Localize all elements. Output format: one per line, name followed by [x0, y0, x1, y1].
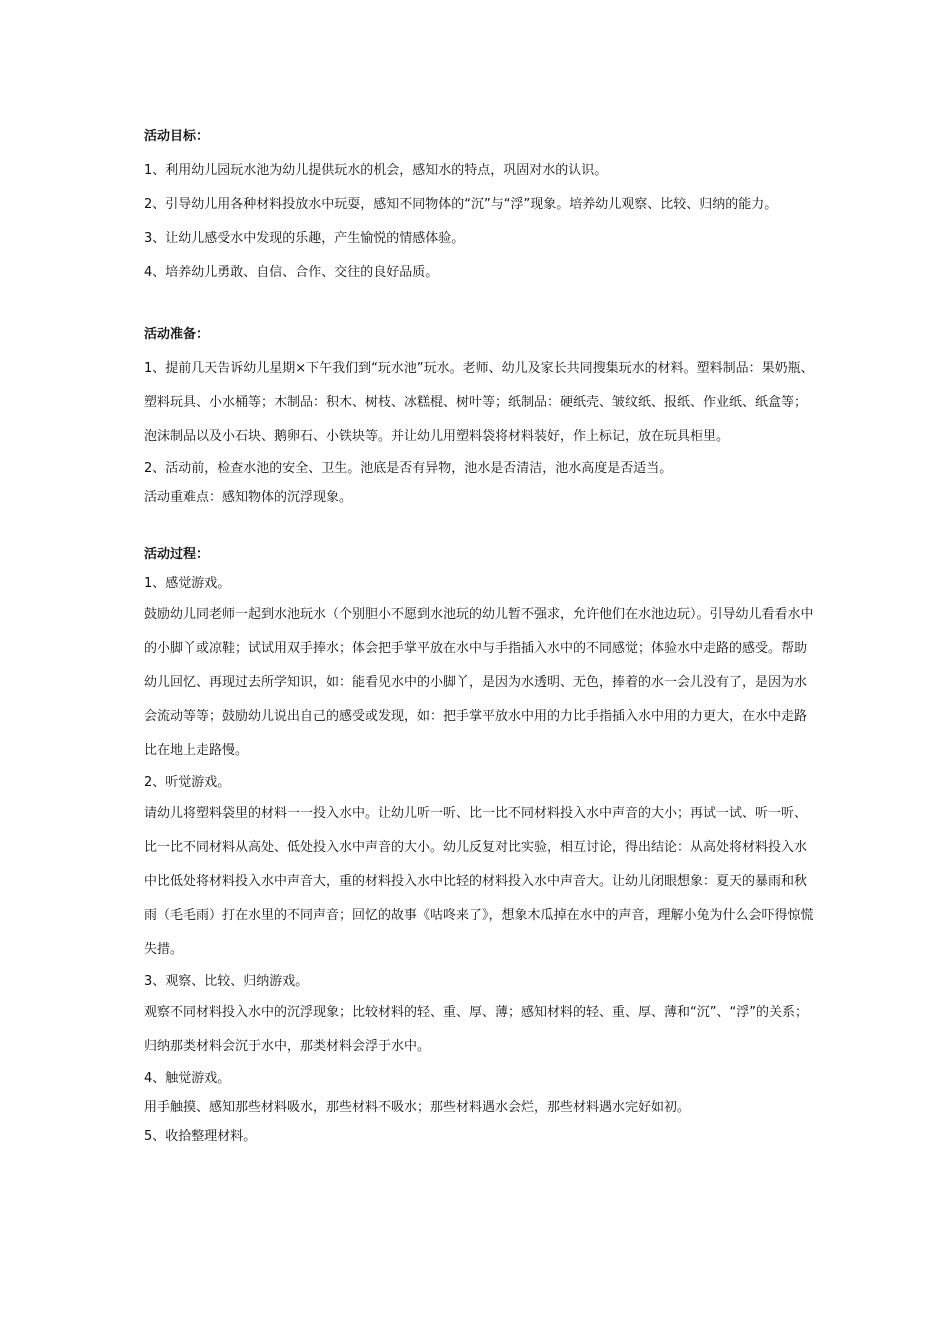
step-text: 观察不同材料投入水中的沉浮现象；比较材料的轻、重、厚、薄；感知材料的轻、重、厚、薄和“沉”、“浮”的关系；归纳那类材料会沉于水中，那类材料会浮于水中。 [144, 1005, 808, 1054]
key-point: 活动重难点：感知物体的沉浮现象。 [144, 490, 353, 505]
step-text: 鼓励幼儿同老师一起到水池玩水（个别胆小不愿到水池玩的幼儿暂不强求，允许他们在水池边玩）。引导幼儿看看水中的小脚丫或凉鞋；试试用双手捧水；体会把手掌平放在水中与手指插入水中的不同感觉；体验水中走路的感受。帮助幼儿回忆、再现过去所学知识，如：能看见水中的小脚丫，是因为水透明、无色，捧着的水一会儿没有了，是因为水会流动等等；鼓励幼儿说出自己的感受或发现，如：把手掌平放水中用的力比手指插入水中用的力更大，在水中走路比在地上走路慢。 [144, 607, 814, 758]
step-title: 4、触觉游戏。 [144, 1071, 231, 1086]
step-title: 2、听觉游戏。 [144, 775, 231, 790]
prep-heading: 活动准备： [144, 327, 210, 342]
goal-item: 4、培养幼儿勇敢、自信、合作、交往的良好品质。 [144, 265, 439, 280]
step-text: 用手触摸、感知那些材料吸水，那些材料不吸水；那些材料遇水会烂，那些材料遇水完好如初。 [144, 1100, 691, 1115]
goals-heading: 活动目标： [144, 129, 210, 144]
goal-item: 2、引导幼儿用各种材料投放水中玩耍，感知不同物体的“沉”与“浮”现象。培养幼儿观察、比较、归纳的能力。 [144, 197, 778, 212]
document-page [144, 120, 814, 1151]
goal-item: 3、让幼儿感受水中发现的乐趣，产生愉悦的情感体验。 [144, 231, 465, 246]
prep-item: 1、提前几天告诉幼儿星期×下午我们到“玩水池”玩水。老师、幼儿及家长共同搜集玩水的材料。塑料制品：果奶瓶、塑料玩具、小水桶等；木制品：积木、树枝、冰糕棍、树叶等；纸制品：硬纸壳、皱纹纸、报纸、作业纸、纸盒等；泡沫制品以及小石块、鹅卵石、小铁块等。并让幼儿用塑料袋将材料装好，作上标记，放在玩具柜里。 [144, 361, 814, 444]
step-title: 3、观察、比较、归纳游戏。 [144, 974, 309, 989]
step-title: 1、感觉游戏。 [144, 576, 231, 591]
prep-item: 2、活动前，检查水池的安全、卫生。池底是否有异物，池水是否清洁，池水高度是否适当。 [144, 461, 673, 476]
process-heading: 活动过程： [144, 547, 210, 562]
goal-item: 1、利用幼儿园玩水池为幼儿提供玩水的机会，感知水的特点，巩固对水的认识。 [144, 163, 608, 178]
step-title: 5、收拾整理材料。 [144, 1129, 257, 1144]
step-text: 请幼儿将塑料袋里的材料一一投入水中。让幼儿听一听、比一比不同材料投入水中声音的大小；再试一试、听一听、比一比不同材料从高处、低处投入水中声音的大小。幼儿反复对比实验，相互讨论，得出结论：从高处将材料投入水中比低处将材料投入水中声音大，重的材料投入水中比轻的材料投入水中声音大。让幼儿闭眼想象：夏天的暴雨和秋雨（毛毛雨）打在水里的不同声音；回忆的故事《咕咚来了》，想象木瓜掉在水中的声音，理解小兔为什么会吓得惊慌失措。 [144, 806, 814, 957]
